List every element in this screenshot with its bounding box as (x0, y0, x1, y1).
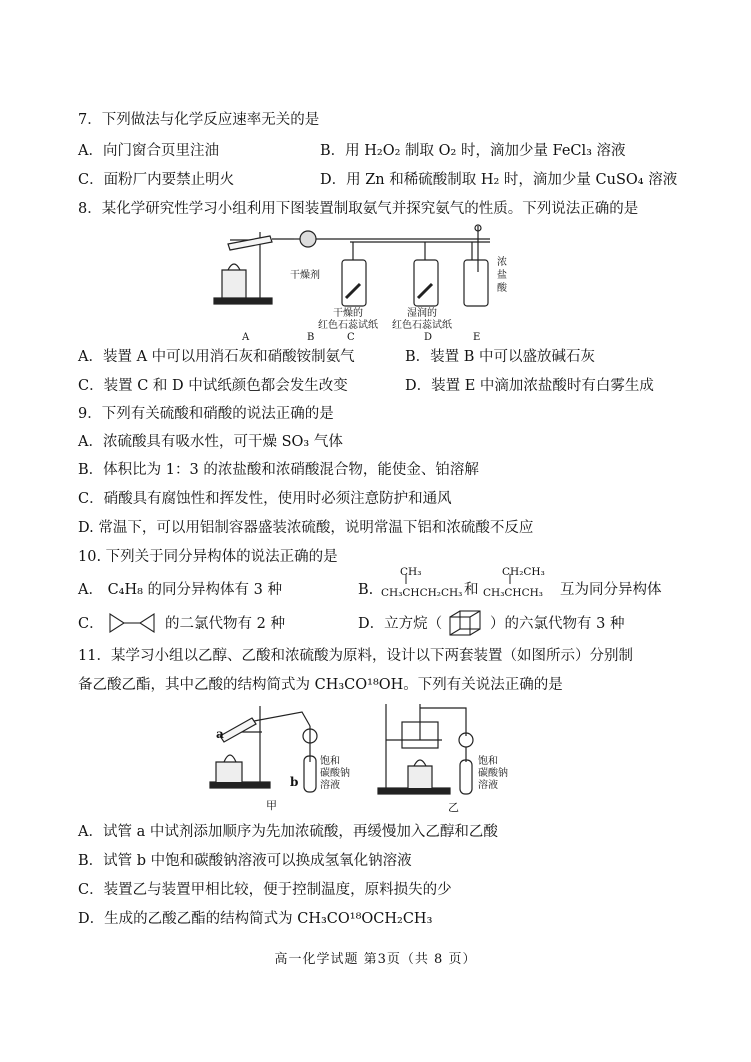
q8-stem: 8．某化学研究性学习小组利用下图装置制取氨气并探究氨气的性质。下列说法正确的是 (78, 201, 639, 217)
q11-option-a: A．试管 a 中试剂添加顺序为先加浓硫酸，再缓慢加入乙醇和乙酸 (78, 824, 498, 840)
q7-option-b: B．用 H₂O₂ 制取 O₂ 时，滴加少量 FeCl₃ 溶液 (320, 143, 626, 159)
q10-stem: 10. 下列关于同分异构体的说法正确的是 (78, 549, 338, 565)
label-yi: 乙 (448, 801, 459, 814)
q10-b-branch-2: CH₂CH₃ (502, 566, 545, 578)
q9-option-d: D. 常温下，可以用铝制容器盛装浓硫酸，说明常温下铝和浓硫酸不反应 (78, 520, 534, 536)
q7-option-d: D．用 Zn 和稀硫酸制取 H₂ 时，滴加少量 CuSO₄ 溶液 (320, 172, 678, 188)
bicyclic-structure-icon (108, 612, 156, 634)
label-tube-a: a (216, 727, 224, 741)
q11-stem-line-2: 备乙酸乙酯，其中乙酸的结构简式为 CH₃CO¹⁸OH。下列有关说法正确的是 (78, 677, 563, 693)
label-drying-agent: 干燥剂 (290, 270, 320, 281)
q11-apparatus-figure (206, 700, 526, 815)
label-jia: 甲 (266, 799, 277, 812)
q10-b-and: 和 (464, 582, 479, 598)
q10-option-c-tail: 的二氯代物有 2 种 (165, 616, 285, 632)
label-conc-hcl: 浓盐酸 (497, 257, 507, 294)
q11-option-b: B．试管 b 中饱和碳酸钠溶液可以换成氢氧化钠溶液 (78, 853, 412, 869)
q10-b-bond-2 (508, 574, 512, 584)
q11-option-d: D．生成的乙酸乙酯的结构简式为 CH₃CO¹⁸OCH₂CH₃ (78, 911, 433, 927)
q10-b-molecule-1: CH₃CHCH₂CH₃ (381, 587, 463, 599)
q8-apparatus-figure (200, 222, 520, 342)
q10-b-branch-1: CH₃ (400, 566, 422, 578)
q11-stem-line-1: 11．某学习小组以乙醇、乙酸和浓硫酸为原料，设计以下两套装置（如图所示）分别制 (78, 648, 633, 664)
q10-b-tail: 互为同分异构体 (560, 582, 662, 598)
q11-option-c: C．装置乙与装置甲相比较，便于控制温度，原料损失的少 (78, 882, 452, 898)
q7-option-c: C．面粉厂内要禁止明火 (78, 172, 235, 188)
label-dry-litmus-paper: 干燥的 红色石蕊试纸 (318, 308, 378, 331)
q10-b-molecule-2: CH₃CHCH₃ (483, 587, 543, 599)
q9-stem: 9．下列有关硫酸和硝酸的说法正确的是 (78, 406, 334, 422)
q10-option-b-label: B. (358, 582, 374, 598)
label-wet-litmus-paper: 湿润的 红色石蕊试纸 (392, 308, 452, 331)
q8-option-d: D．装置 E 中滴加浓盐酸时有白雾生成 (405, 378, 654, 394)
q8-option-a: A．装置 A 中可以用消石灰和硝酸铵制氨气 (78, 349, 355, 365)
label-tube-b: b (290, 775, 299, 789)
q9-option-a: A．浓硫酸具有吸水性，可干燥 SO₃ 气体 (78, 434, 343, 450)
q10-b-bond-1 (404, 574, 408, 584)
page-footer: 高一化学试题 第3页（共 8 页） (274, 952, 477, 967)
label-A: A (242, 332, 250, 343)
q7-option-a: A．向门窗合页里注油 (78, 143, 219, 159)
label-C: C (347, 332, 355, 343)
label-sat-na2co3-yi: 饱和 碳酸钠 溶液 (478, 756, 508, 791)
label-sat-na2co3-jia: 饱和 碳酸钠 溶液 (320, 756, 350, 791)
cubane-structure-icon (448, 609, 484, 637)
q7-stem: 7．下列做法与化学反应速率无关的是 (78, 112, 320, 128)
q8-option-c: C．装置 C 和 D 中试纸颜色都会发生改变 (78, 378, 348, 394)
label-B: B (307, 332, 315, 343)
q10-option-d-label: D．立方烷（ (358, 616, 443, 632)
q9-option-c: C．硝酸具有腐蚀性和挥发性，使用时必须注意防护和通风 (78, 491, 452, 507)
q10-option-a: A． C₄H₈ 的同分异构体有 3 种 (78, 582, 282, 598)
q9-option-b: B．体积比为 1：3 的浓盐酸和浓硝酸混合物，能使金、铂溶解 (78, 462, 479, 478)
q10-option-d-tail: ）的六氯代物有 3 种 (490, 616, 625, 632)
q8-option-b: B．装置 B 中可以盛放碱石灰 (405, 349, 596, 365)
label-E: E (473, 332, 481, 343)
q10-option-c-label: C． (78, 616, 104, 632)
label-D: D (424, 332, 433, 343)
